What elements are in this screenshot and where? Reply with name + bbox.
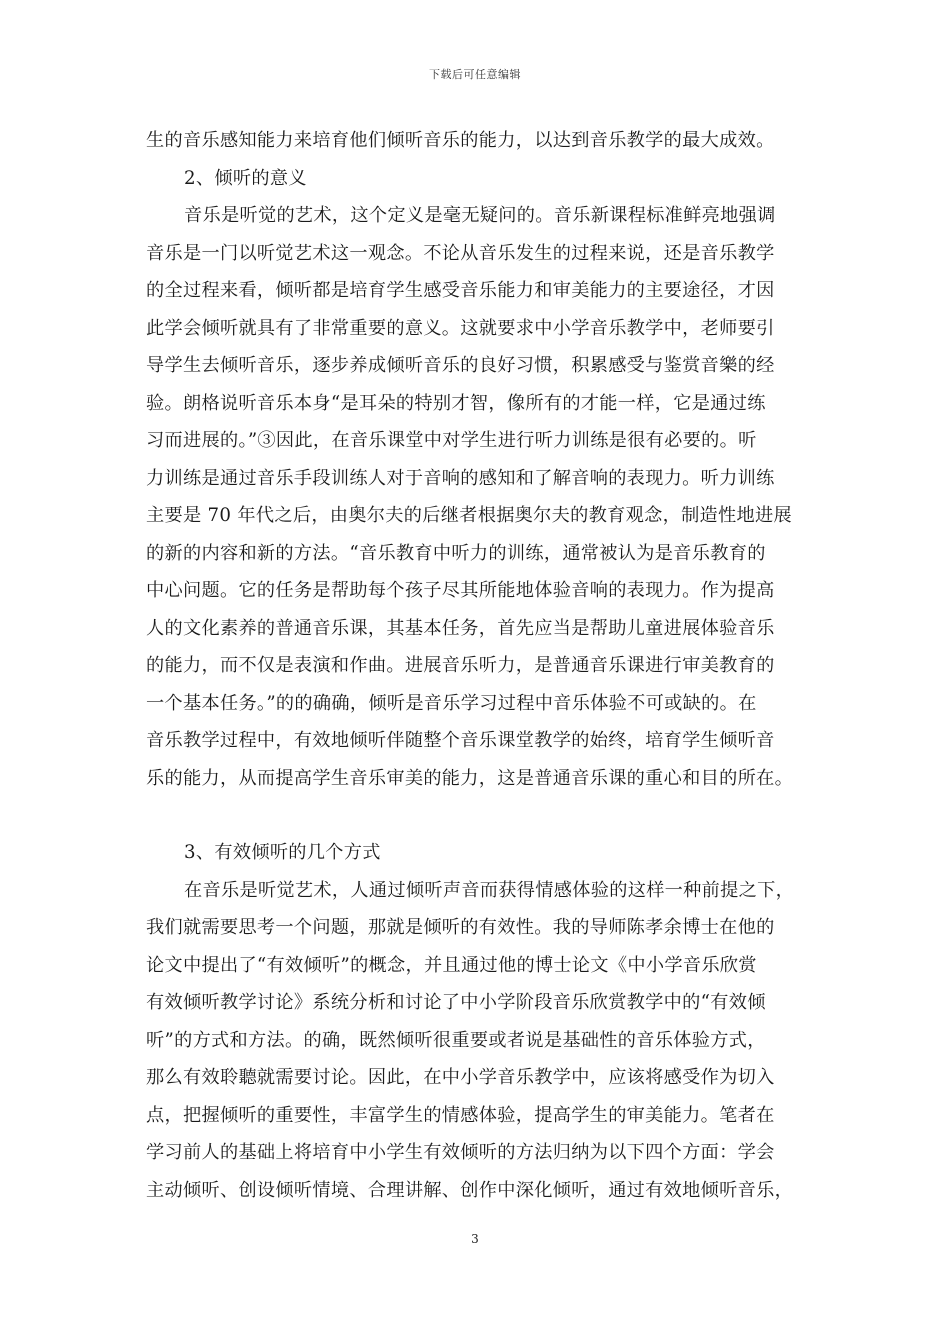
section-heading: 3、有效倾听的几个方式: [184, 842, 381, 863]
paragraph-line: 人的文化素养的普通音乐课，其基本任务，首先应当是帮助儿童进展体验音乐: [146, 617, 775, 639]
paragraph-line: 论文中提出了“有效倾听”的概念，并且通过他的博士论文《中小学音乐欣赏: [146, 954, 757, 976]
page-number: 3: [471, 1232, 479, 1246]
page-header: 下载后可任意编辑: [429, 68, 521, 81]
paragraph-line: 习而进展的。”③因此，在音乐课堂中对学生进行听力训练是很有必要的。听: [146, 430, 757, 451]
paragraph-line: 音乐教学过程中，有效地倾听伴随整个音乐课堂教学的始终，培育学生倾听音: [146, 730, 775, 751]
paragraph-line: 生的音乐感知能力来培育他们倾听音乐的能力，以达到音乐教学的最大成效。: [146, 130, 775, 151]
paragraph-line: 的全过程来看，倾听都是培育学生感受音乐能力和审美能力的主要途径，才因: [146, 280, 775, 301]
paragraph-line: 主动倾听、创设倾听情境、合理讲解、创作中深化倾听，通过有效地倾听音乐，: [146, 1179, 794, 1201]
paragraph-line: 力训练是通过音乐手段训练人对于音响的感知和了解音响的表现力。听力训练: [146, 467, 775, 489]
paragraph-line: 有效倾听教学讨论》系统分析和讨论了中小学阶段音乐欣赏教学中的“有效倾: [146, 992, 766, 1013]
paragraph-gap: [146, 797, 826, 834]
paragraph-line: 的新的内容和新的方法。“音乐教育中听力的训练，通常被认为是音乐教育的: [146, 542, 766, 564]
paragraph-line: 主要是 70 年代之后，由奥尔夫的后继者根据奥尔夫的教育观念，制造性地进展: [146, 505, 792, 526]
paragraph-line: 我们就需要思考一个问题，那就是倾听的有效性。我的导师陈孝余博士在他的: [146, 917, 775, 938]
paragraph-line: 那么有效聆聽就需要讨论。因此，在中小学音乐教学中，应该将感受作为切入: [146, 1067, 775, 1088]
paragraph-line: 音乐是听觉的艺术，这个定义是毫无疑问的。音乐新课程标准鲜亮地强调: [184, 205, 776, 226]
paragraph-line: 中心问题。它的任务是帮助每个孩子尽其所能地体验音响的表现力。作为提高: [146, 580, 775, 601]
paragraph-line: 音乐是一门以听觉艺术这一观念。不论从音乐发生的过程来说，还是音乐教学: [146, 242, 775, 264]
paragraph-line: 一个基本任务。”的的确确，倾听是音乐学习过程中音乐体验不可或缺的。在: [146, 692, 757, 714]
paragraph-line: 点，把握倾听的重要性，丰富学生的情感体验，提高学生的审美能力。笔者在: [146, 1104, 775, 1126]
paragraph-line: 乐的能力，从而提高学生音乐审美的能力，这是普通音乐课的重心和目的所在。: [146, 767, 794, 789]
document-body: [146, 122, 826, 1209]
paragraph-line: 此学会倾听就具有了非常重要的意义。这就要求中小学音乐教学中，老师要引: [146, 317, 775, 339]
section-heading: 2、倾听的意义: [184, 167, 307, 189]
paragraph-line: 在音乐是听觉艺术，人通过倾听声音而获得情感体验的这样一种前提之下，: [184, 879, 795, 901]
paragraph-line: 导学生去倾听音乐，逐步养成倾听音乐的良好习惯，积累感受与鉴赏音樂的经: [146, 355, 775, 376]
paragraph-line: 学习前人的基础上将培育中小学生有效倾听的方法归纳为以下四个方面：学会: [146, 1142, 775, 1163]
paragraph-line: 验。朗格说听音乐本身“是耳朵的特别才智，像所有的才能一样，它是通过练: [146, 392, 766, 414]
paragraph-line: 的能力，而不仅是表演和作曲。进展音乐听力，是普通音乐课进行审美教育的: [146, 655, 775, 676]
paragraph-line: 听”的方式和方法。的确，既然倾听很重要或者说是基础性的音乐体验方式，: [146, 1029, 766, 1051]
